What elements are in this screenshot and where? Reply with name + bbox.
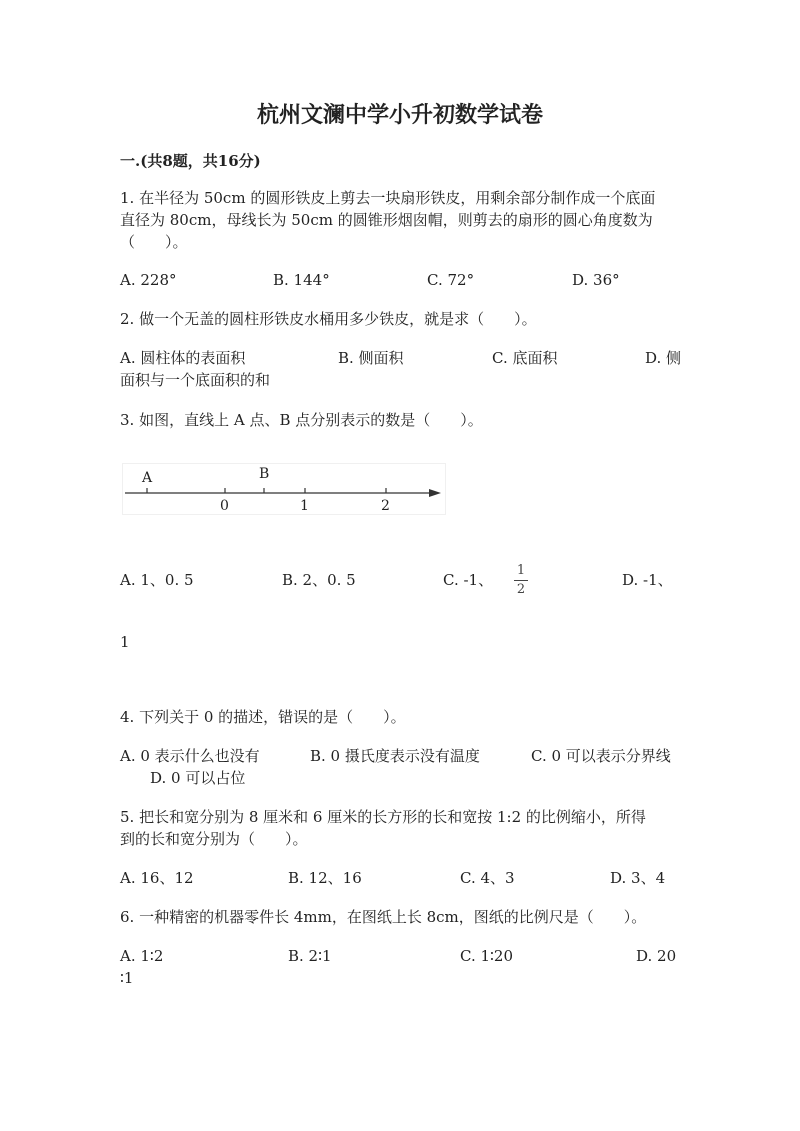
question-text: 2. 做一个无盖的圆柱形铁皮水桶用多少铁皮，就是求（ ）。: [120, 310, 537, 328]
option-d: D. 36°: [572, 271, 620, 289]
question-text: 1. 在半径为 50cm 的圆形铁皮上剪去一块扇形铁皮，用剩余部分制作成一个底面: [120, 189, 656, 207]
option-a: A. 1∶2: [120, 947, 164, 965]
section-heading: 一.(共8题，共16分): [120, 152, 261, 170]
option-d-continued: 面积与一个底面积的和: [120, 371, 271, 389]
tick-label-0: 0: [220, 498, 229, 514]
question-text: 直径为 80cm，母线长为 50cm 的圆锥形烟囱帽，则剪去的扇形的圆心角度数为: [120, 211, 653, 229]
fraction-denominator: 2: [516, 582, 526, 597]
option-c: C. 4、3: [460, 869, 515, 887]
option-b: B. 144°: [273, 271, 330, 289]
option-d-continued: ∶1: [120, 969, 134, 987]
tick-label-1: 1: [300, 498, 309, 514]
number-line-svg: [123, 464, 445, 514]
arrow-head: [429, 489, 441, 497]
option-d: D. 0 可以占位: [150, 769, 246, 787]
fraction-bar: [514, 580, 528, 581]
option-d: D. -1、: [622, 571, 673, 589]
point-b-label: B: [259, 466, 270, 482]
question-text: （ ）。: [120, 233, 188, 251]
option-c: C. 72°: [427, 271, 475, 289]
question-text: 5. 把长和宽分别为 8 厘米和 6 厘米的长方形的长和宽按 1:2 的比例缩小，所得: [120, 808, 646, 826]
option-d: D. 侧: [645, 349, 682, 367]
option-a: A. 16、12: [120, 869, 194, 887]
fraction-one-half: [512, 564, 530, 597]
option-c: C. 0 可以表示分界线: [531, 747, 671, 765]
point-a-label: A: [142, 470, 153, 486]
option-c: C. -1、: [443, 571, 494, 589]
option-d-continued: 1: [120, 633, 130, 651]
question-text: 4. 下列关于 0 的描述，错误的是（ ）。: [120, 708, 406, 726]
page-title: 杭州文澜中学小升初数学试卷: [256, 102, 543, 128]
tick-label-2: 2: [381, 498, 390, 514]
option-b: B. 2∶1: [288, 947, 332, 965]
option-b: B. 0 摄氏度表示没有温度: [310, 747, 480, 765]
option-b: B. 12、16: [288, 869, 362, 887]
option-a: A. 0 表示什么也没有: [120, 747, 260, 765]
question-text: 到的长和宽分别为（ ）。: [120, 830, 308, 848]
fraction-numerator: 1: [516, 563, 526, 578]
question-text: 3. 如图，直线上 A 点、B 点分别表示的数是（ ）。: [120, 411, 483, 429]
option-a: A. 1、0. 5: [120, 571, 194, 589]
option-a: A. 圆柱体的表面积: [120, 349, 246, 367]
question-text: 6. 一种精密的机器零件长 4mm，在图纸上长 8cm，图纸的比例尺是（ ）。: [120, 908, 647, 926]
option-c: C. 底面积: [492, 349, 558, 367]
option-d: D. 3、4: [610, 869, 666, 887]
option-c: C. 1∶20: [460, 947, 514, 965]
number-line-figure: [122, 463, 446, 515]
option-b: B. 2、0. 5: [282, 571, 356, 589]
option-d: D. 20: [636, 947, 677, 965]
option-b: B. 侧面积: [338, 349, 404, 367]
option-a: A. 228°: [120, 271, 177, 289]
